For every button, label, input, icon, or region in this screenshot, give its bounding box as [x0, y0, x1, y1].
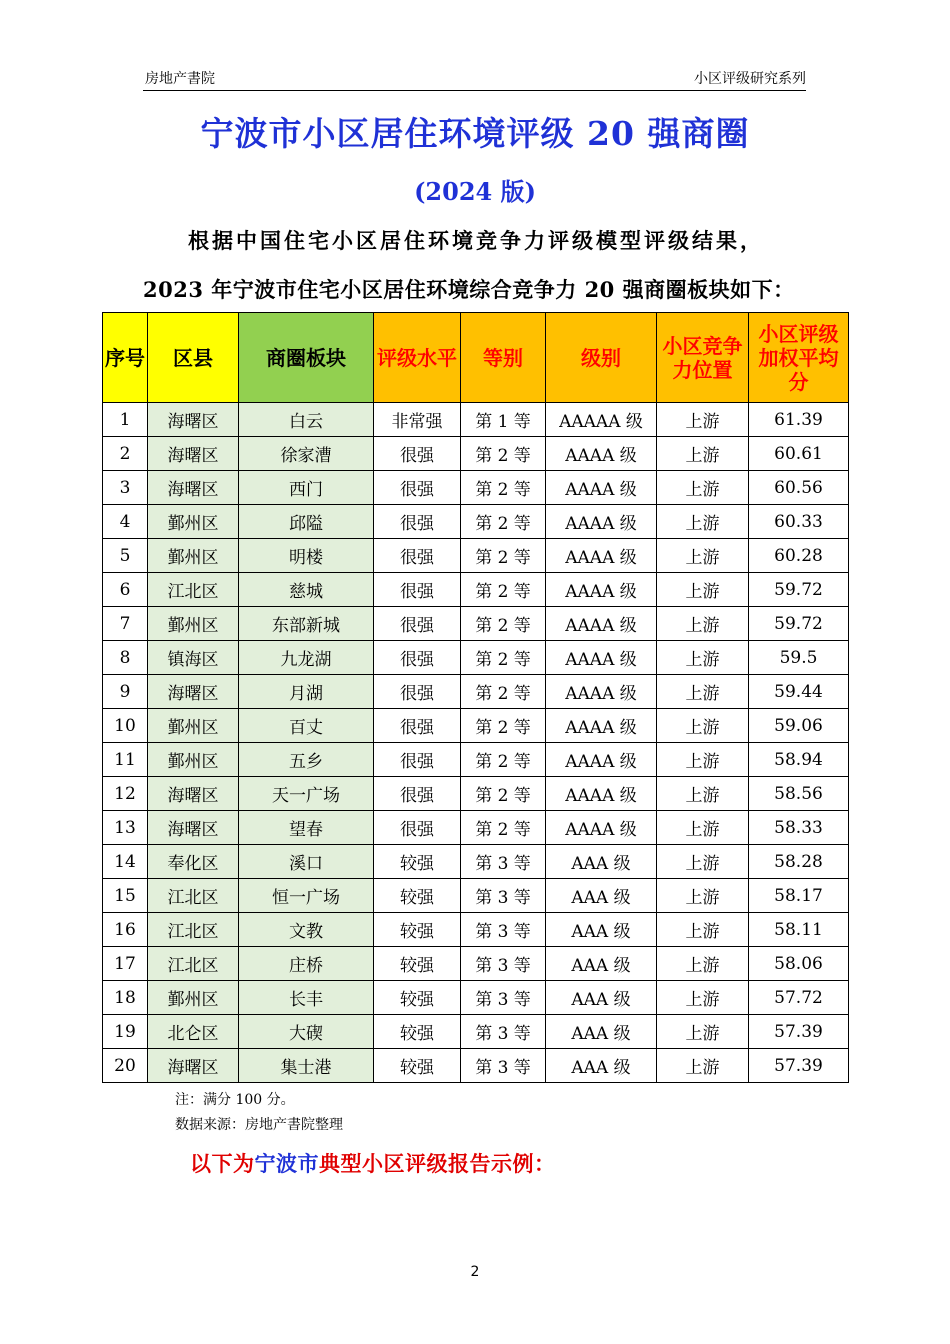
- cell-business-area: 溪口: [239, 845, 374, 879]
- cell-position: 上游: [657, 913, 749, 947]
- cell-business-area: 月湖: [239, 675, 374, 709]
- cell-grade: 第 3 等: [461, 879, 546, 913]
- cell-rating-level: 较强: [374, 845, 461, 879]
- table-row: [103, 675, 849, 709]
- table-row: [103, 505, 849, 539]
- table-row: [103, 573, 849, 607]
- cell-business-area: 集士港: [239, 1049, 374, 1083]
- cell-score: 60.33: [749, 505, 849, 539]
- table-row: [103, 709, 849, 743]
- cell-class: AAAA 级: [546, 437, 657, 471]
- cell-business-area: 恒一广场: [239, 879, 374, 913]
- cell-class: AAAA 级: [546, 811, 657, 845]
- cell-rank: 3: [103, 471, 148, 505]
- cell-rating-level: 较强: [374, 947, 461, 981]
- cell-rank: 14: [103, 845, 148, 879]
- cell-district: 镇海区: [148, 641, 239, 675]
- cell-score: 61.39: [749, 403, 849, 437]
- cell-business-area: 望春: [239, 811, 374, 845]
- table-row: [103, 471, 849, 505]
- cell-district: 北仑区: [148, 1015, 239, 1049]
- cell-rating-level: 非常强: [374, 403, 461, 437]
- table-row: [103, 437, 849, 471]
- cell-position: 上游: [657, 947, 749, 981]
- cell-position: 上游: [657, 743, 749, 777]
- cell-district: 鄞州区: [148, 505, 239, 539]
- table-row: [103, 743, 849, 777]
- cell-rating-level: 很强: [374, 505, 461, 539]
- cell-grade: 第 3 等: [461, 981, 546, 1015]
- cell-district: 海曙区: [148, 437, 239, 471]
- cell-class: AAA 级: [546, 1015, 657, 1049]
- cell-rank: 10: [103, 709, 148, 743]
- cell-rating-level: 很强: [374, 607, 461, 641]
- cell-position: 上游: [657, 641, 749, 675]
- cell-district: 鄞州区: [148, 743, 239, 777]
- example-city: 宁波市: [254, 1151, 319, 1176]
- cell-rating-level: 较强: [374, 981, 461, 1015]
- note-full-score: 注：满分 100 分。: [175, 1092, 295, 1108]
- cell-rating-level: 较强: [374, 1015, 461, 1049]
- cell-score: 58.28: [749, 845, 849, 879]
- cell-rank: 2: [103, 437, 148, 471]
- cell-grade: 第 2 等: [461, 573, 546, 607]
- cell-class: AAAA 级: [546, 505, 657, 539]
- example-part-1: 以下为: [190, 1151, 255, 1176]
- cell-score: 60.28: [749, 539, 849, 573]
- cell-district: 海曙区: [148, 403, 239, 437]
- table-row: [103, 981, 849, 1015]
- cell-class: AAA 级: [546, 913, 657, 947]
- cell-score: 57.39: [749, 1049, 849, 1083]
- cell-score: 57.39: [749, 1015, 849, 1049]
- cell-business-area: 百丈: [239, 709, 374, 743]
- cell-rating-level: 较强: [374, 913, 461, 947]
- cell-rank: 11: [103, 743, 148, 777]
- cell-position: 上游: [657, 811, 749, 845]
- cell-business-area: 九龙湖: [239, 641, 374, 675]
- cell-position: 上游: [657, 1049, 749, 1083]
- cell-rating-level: 很强: [374, 777, 461, 811]
- header-business-area: 商圈板块: [239, 313, 374, 403]
- table-row: [103, 607, 849, 641]
- example-heading: [190, 1148, 556, 1178]
- cell-position: 上游: [657, 607, 749, 641]
- cell-rank: 13: [103, 811, 148, 845]
- cell-rank: 18: [103, 981, 148, 1015]
- cell-rank: 4: [103, 505, 148, 539]
- cell-class: AAAA 级: [546, 607, 657, 641]
- header-grade: 等别: [461, 313, 546, 403]
- cell-district: 鄞州区: [148, 539, 239, 573]
- cell-district: 江北区: [148, 913, 239, 947]
- cell-score: 58.06: [749, 947, 849, 981]
- cell-class: AAAAA 级: [546, 403, 657, 437]
- cell-rank: 20: [103, 1049, 148, 1083]
- cell-rating-level: 很强: [374, 641, 461, 675]
- cell-score: 58.94: [749, 743, 849, 777]
- cell-rating-level: 较强: [374, 1049, 461, 1083]
- cell-grade: 第 2 等: [461, 777, 546, 811]
- cell-rating-level: 很强: [374, 811, 461, 845]
- cell-score: 59.5: [749, 641, 849, 675]
- cell-rank: 19: [103, 1015, 148, 1049]
- header-right-text: 小区评级研究系列: [694, 71, 806, 87]
- cell-class: AAAA 级: [546, 777, 657, 811]
- intro-line-2: 2023 年宁波市住宅小区居住环境综合竞争力 20 强商圈板块如下：: [143, 277, 795, 302]
- table-row: [103, 641, 849, 675]
- cell-grade: 第 3 等: [461, 1015, 546, 1049]
- cell-score: 58.17: [749, 879, 849, 913]
- cell-business-area: 西门: [239, 471, 374, 505]
- header-score: 小区评级加权平均分: [749, 313, 849, 403]
- page-subtitle: (2024 版): [414, 177, 536, 206]
- header-rating-level: 评级水平: [374, 313, 461, 403]
- table-notes: [175, 1088, 343, 1138]
- cell-position: 上游: [657, 437, 749, 471]
- intro-line-1: 根据中国住宅小区居住环境竞争力评级模型评级结果，: [188, 228, 764, 253]
- ranking-table: [102, 312, 849, 1083]
- cell-grade: 第 3 等: [461, 913, 546, 947]
- cell-score: 60.61: [749, 437, 849, 471]
- page-number: 2: [470, 1264, 480, 1280]
- table-row: [103, 1049, 849, 1083]
- page-title: 宁波市小区居住环境评级 20 强商圈: [200, 114, 750, 153]
- cell-rating-level: 很强: [374, 675, 461, 709]
- cell-business-area: 长丰: [239, 981, 374, 1015]
- cell-score: 59.44: [749, 675, 849, 709]
- cell-rank: 1: [103, 403, 148, 437]
- cell-business-area: 文教: [239, 913, 374, 947]
- cell-rank: 16: [103, 913, 148, 947]
- cell-class: AAAA 级: [546, 743, 657, 777]
- table-row: [103, 777, 849, 811]
- cell-grade: 第 1 等: [461, 403, 546, 437]
- cell-district: 海曙区: [148, 1049, 239, 1083]
- header-class: 级别: [546, 313, 657, 403]
- cell-rating-level: 很强: [374, 709, 461, 743]
- cell-grade: 第 2 等: [461, 743, 546, 777]
- table-row: [103, 1015, 849, 1049]
- cell-class: AAAA 级: [546, 709, 657, 743]
- cell-rank: 15: [103, 879, 148, 913]
- cell-grade: 第 2 等: [461, 471, 546, 505]
- table-row: [103, 811, 849, 845]
- cell-class: AAA 级: [546, 947, 657, 981]
- table-row: [103, 879, 849, 913]
- cell-score: 59.72: [749, 607, 849, 641]
- cell-position: 上游: [657, 845, 749, 879]
- cell-district: 海曙区: [148, 675, 239, 709]
- page-header: [143, 68, 806, 91]
- cell-district: 奉化区: [148, 845, 239, 879]
- cell-district: 鄞州区: [148, 709, 239, 743]
- cell-class: AAAA 级: [546, 573, 657, 607]
- cell-grade: 第 2 等: [461, 607, 546, 641]
- table-row: [103, 913, 849, 947]
- cell-score: 58.11: [749, 913, 849, 947]
- cell-rank: 6: [103, 573, 148, 607]
- table-row: [103, 947, 849, 981]
- cell-grade: 第 2 等: [461, 709, 546, 743]
- cell-score: 58.56: [749, 777, 849, 811]
- cell-grade: 第 2 等: [461, 505, 546, 539]
- table-row: [103, 539, 849, 573]
- cell-business-area: 徐家漕: [239, 437, 374, 471]
- cell-position: 上游: [657, 777, 749, 811]
- cell-class: AAA 级: [546, 845, 657, 879]
- cell-rating-level: 很强: [374, 573, 461, 607]
- cell-business-area: 五乡: [239, 743, 374, 777]
- cell-score: 59.06: [749, 709, 849, 743]
- cell-district: 江北区: [148, 947, 239, 981]
- cell-class: AAAA 级: [546, 675, 657, 709]
- cell-district: 江北区: [148, 879, 239, 913]
- cell-position: 上游: [657, 505, 749, 539]
- cell-district: 海曙区: [148, 811, 239, 845]
- table-header-row: [103, 313, 849, 403]
- cell-position: 上游: [657, 403, 749, 437]
- cell-business-area: 东部新城: [239, 607, 374, 641]
- cell-district: 鄞州区: [148, 607, 239, 641]
- header-left-text: 房地产書院: [145, 71, 215, 87]
- cell-business-area: 邱隘: [239, 505, 374, 539]
- cell-district: 海曙区: [148, 471, 239, 505]
- table-body: [103, 403, 849, 1083]
- cell-business-area: 白云: [239, 403, 374, 437]
- cell-position: 上游: [657, 1015, 749, 1049]
- cell-score: 58.33: [749, 811, 849, 845]
- cell-rank: 12: [103, 777, 148, 811]
- cell-class: AAA 级: [546, 879, 657, 913]
- header-position: 小区竞争力位置: [657, 313, 749, 403]
- cell-grade: 第 2 等: [461, 811, 546, 845]
- cell-class: AAAA 级: [546, 641, 657, 675]
- cell-rating-level: 很强: [374, 539, 461, 573]
- cell-class: AAA 级: [546, 981, 657, 1015]
- cell-business-area: 天一广场: [239, 777, 374, 811]
- cell-business-area: 明楼: [239, 539, 374, 573]
- cell-position: 上游: [657, 709, 749, 743]
- cell-business-area: 大碶: [239, 1015, 374, 1049]
- cell-business-area: 庄桥: [239, 947, 374, 981]
- cell-position: 上游: [657, 981, 749, 1015]
- cell-rating-level: 很强: [374, 437, 461, 471]
- cell-class: AAAA 级: [546, 471, 657, 505]
- cell-grade: 第 3 等: [461, 947, 546, 981]
- cell-score: 57.72: [749, 981, 849, 1015]
- cell-rating-level: 较强: [374, 879, 461, 913]
- cell-grade: 第 2 等: [461, 641, 546, 675]
- cell-business-area: 慈城: [239, 573, 374, 607]
- cell-rank: 5: [103, 539, 148, 573]
- cell-score: 59.72: [749, 573, 849, 607]
- cell-grade: 第 3 等: [461, 1049, 546, 1083]
- cell-rating-level: 很强: [374, 471, 461, 505]
- cell-position: 上游: [657, 539, 749, 573]
- cell-position: 上游: [657, 675, 749, 709]
- cell-rating-level: 很强: [374, 743, 461, 777]
- cell-grade: 第 2 等: [461, 539, 546, 573]
- cell-position: 上游: [657, 879, 749, 913]
- cell-district: 海曙区: [148, 777, 239, 811]
- table-row: [103, 403, 849, 437]
- cell-district: 鄞州区: [148, 981, 239, 1015]
- cell-grade: 第 3 等: [461, 845, 546, 879]
- note-data-source: 数据来源：房地产書院整理: [175, 1117, 343, 1133]
- cell-score: 60.56: [749, 471, 849, 505]
- cell-class: AAAA 级: [546, 539, 657, 573]
- cell-rank: 7: [103, 607, 148, 641]
- header-rank: 序号: [103, 313, 148, 403]
- cell-class: AAA 级: [546, 1049, 657, 1083]
- cell-grade: 第 2 等: [461, 437, 546, 471]
- cell-rank: 8: [103, 641, 148, 675]
- cell-rank: 17: [103, 947, 148, 981]
- cell-grade: 第 2 等: [461, 675, 546, 709]
- cell-position: 上游: [657, 471, 749, 505]
- table-row: [103, 845, 849, 879]
- cell-district: 江北区: [148, 573, 239, 607]
- example-part-3: 典型小区评级报告示例：: [319, 1151, 556, 1176]
- header-district: 区县: [148, 313, 239, 403]
- cell-position: 上游: [657, 573, 749, 607]
- cell-rank: 9: [103, 675, 148, 709]
